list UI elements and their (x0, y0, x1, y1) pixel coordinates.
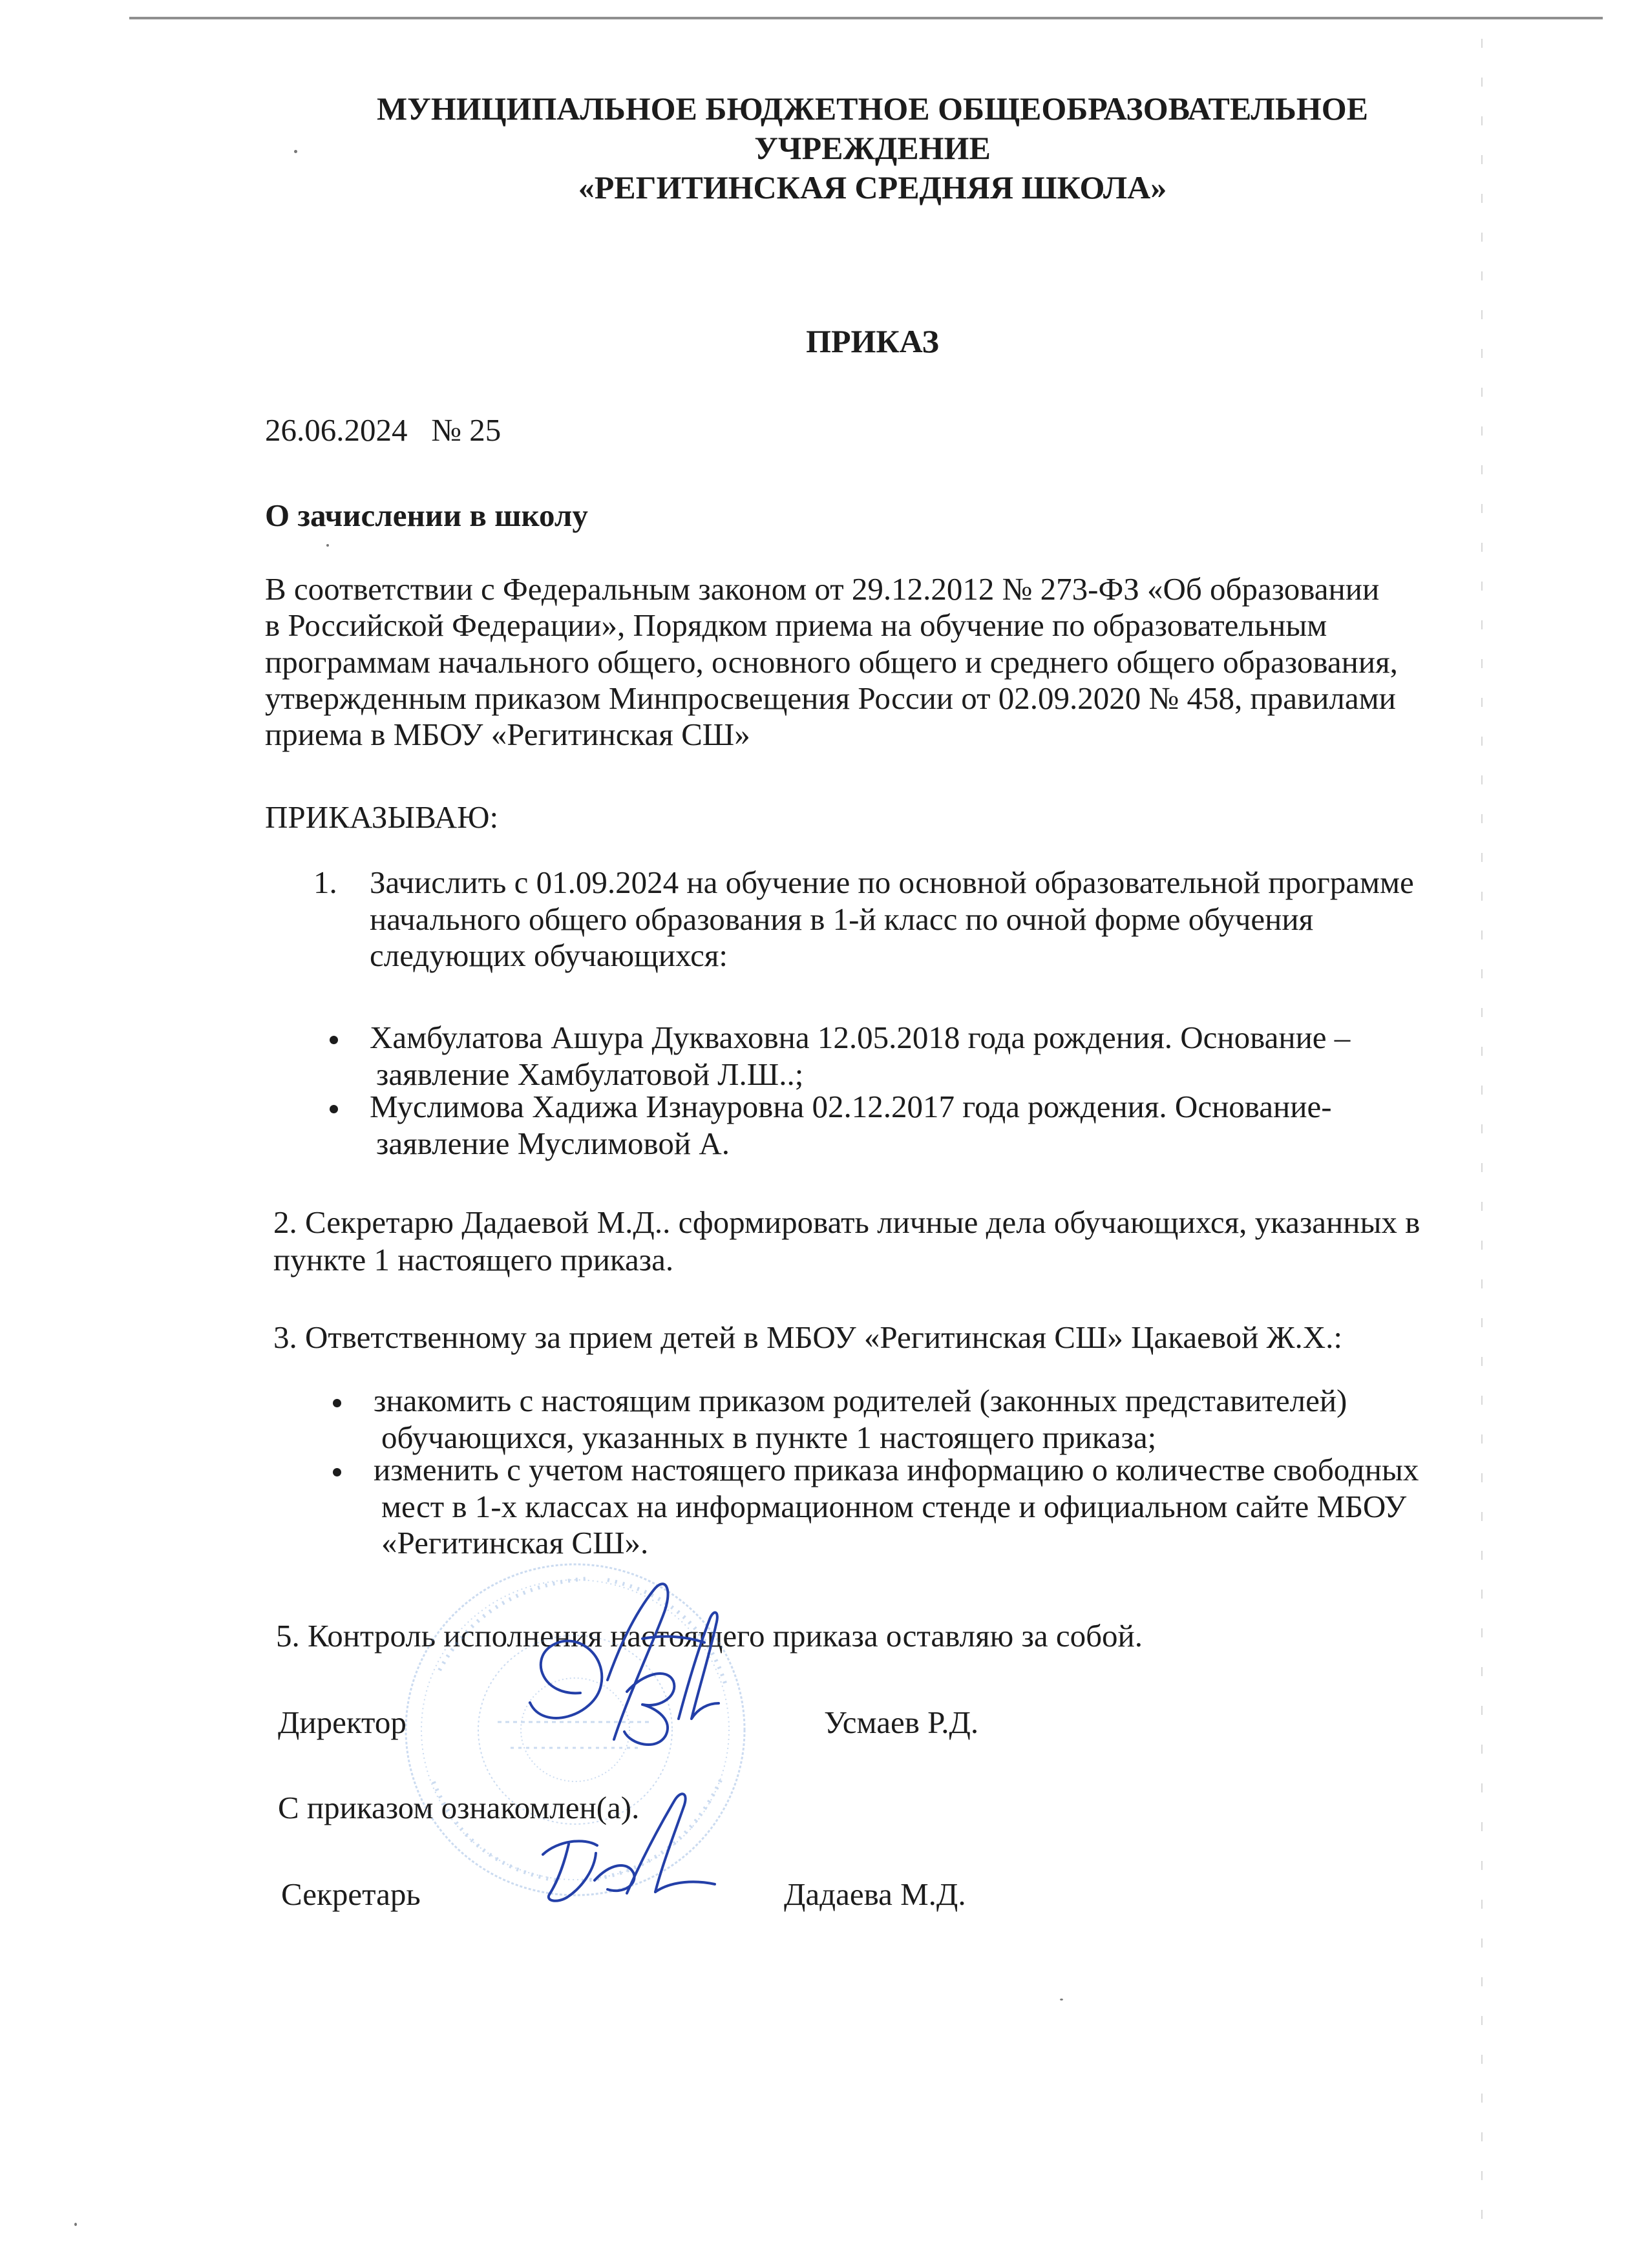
order-item-5: 5. Контроль исполнения настоящего приказа оставляю за собой. (276, 1618, 1143, 1654)
bullet-icon (330, 1036, 338, 1044)
organization-header (0, 89, 1648, 207)
item-3-bullet-line: обучающихся, указанных в пункте 1 настоящего приказа; (381, 1420, 1157, 1455)
student-entry: заявление Муслимовой А. (376, 1126, 730, 1161)
item-1-line: следующих обучающихся: (370, 938, 728, 973)
secretary-signature-icon (530, 1783, 724, 1932)
student-entry: Хамбулатова Ашура Дукваховна 12.05.2018 года рождения. Основание – (370, 1020, 1351, 1055)
header-line-2: УЧРЕЖДЕНИЕ (754, 130, 991, 166)
order-subject: О зачислении в школу (265, 498, 588, 533)
item-3-bullet-line: «Регитинская СШ». (381, 1525, 649, 1560)
student-entry: Муслимова Хадижа Изнауровна 02.12.2017 года рождения. Основание- (370, 1089, 1332, 1124)
secretary-name: Дадаева М.Д. (784, 1876, 966, 1912)
preamble-line: в Российской Федерации», Порядком приема на обучение по образовательным (265, 607, 1327, 643)
director-name: Усмаев Р.Д. (824, 1705, 979, 1740)
preamble-line: В соответствии с Федеральным законом от 29.12.2012 № 273-ФЗ «Об образовании (265, 571, 1380, 607)
student-entry: заявление Хамбулатовой Л.Ш..; (376, 1056, 804, 1092)
item-3-bullet-line: знакомить с настоящим приказом родителей (законных представителей) (374, 1383, 1347, 1418)
header-line-1: МУНИЦИПАЛЬНОЕ БЮДЖЕТНОЕ ОБЩЕОБРАЗОВАТЕЛЬНОЕ (376, 90, 1368, 127)
item-3-bullet-line: мест в 1-х классах на информационном стенде и официальном сайте МБОУ (381, 1489, 1407, 1524)
item-2-line: 2. Секретарю Дадаевой М.Д.. сформировать личные дела обучающихся, указанных в (273, 1204, 1421, 1240)
item-3-intro: 3. Ответственному за прием детей в МБОУ «Регитинская СШ» Цакаевой Ж.Х.: (273, 1319, 1343, 1355)
order-word: ПРИКАЗЫВАЮ: (265, 799, 499, 835)
item-1-line: начального общего образования в 1-й класс по очной форме обучения (370, 901, 1314, 937)
preamble-line: утвержденным приказом Минпросвещения России от 02.09.2020 № 458, правилами (265, 680, 1396, 716)
scan-edge-line (129, 17, 1603, 19)
scan-edge-marks (1481, 39, 1483, 2236)
item-2-line: пункте 1 настоящего приказа. (273, 1242, 674, 1277)
director-signature-icon (504, 1570, 737, 1783)
order-title: ПРИКАЗ (806, 323, 939, 359)
secretary-title: Секретарь (281, 1876, 421, 1912)
director-title: Директор (278, 1705, 407, 1740)
bullet-icon (333, 1468, 341, 1476)
item-1-line: Зачислить с 01.09.2024 на обучение по основной образовательной программе (370, 865, 1414, 900)
order-date-number: 26.06.2024 № 25 (265, 412, 502, 448)
scan-speck (326, 544, 329, 547)
bullet-icon (330, 1105, 338, 1113)
scan-speck (1060, 1999, 1063, 2000)
item-3-bullet-line: изменить с учетом настоящего приказа информацию о количестве свободных (374, 1452, 1419, 1487)
acknowledged-line: С приказом ознакомлен(а). (278, 1790, 640, 1825)
bullet-icon (333, 1399, 341, 1407)
scan-speck (74, 2223, 77, 2226)
header-line-3: «РЕГИТИНСКАЯ СРЕДНЯЯ ШКОЛА» (578, 169, 1167, 205)
preamble-line: программам начального общего, основного общего и среднего общего образования, (265, 644, 1398, 680)
item-number: 1. (313, 865, 337, 900)
preamble-line: приема в МБОУ «Регитинская СШ» (265, 717, 750, 752)
